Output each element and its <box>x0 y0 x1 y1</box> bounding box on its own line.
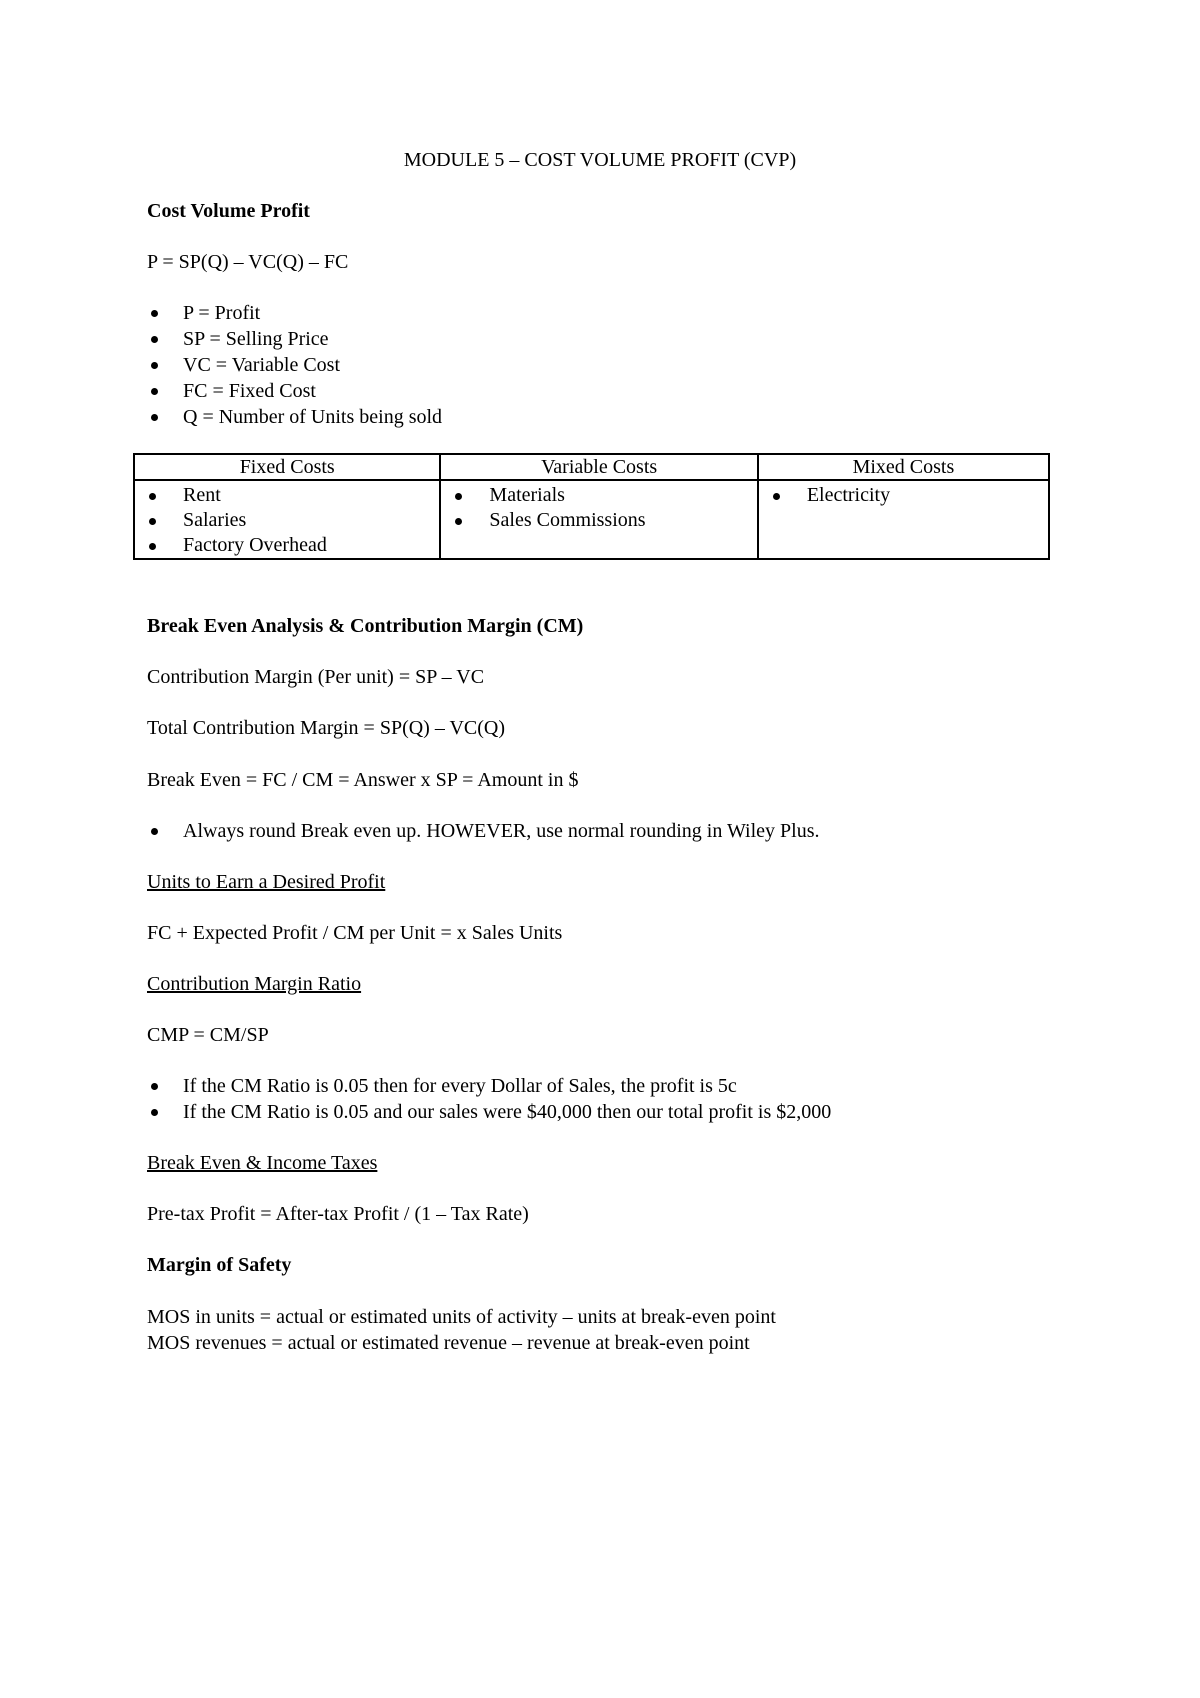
page-title: MODULE 5 – COST VOLUME PROFIT (CVP) <box>403 149 797 171</box>
bullet-icon <box>149 518 156 525</box>
bullet-icon <box>455 493 462 500</box>
section-heading-break-even: Break Even Analysis & Contribution Margin (CM) <box>147 615 584 637</box>
bullet-icon <box>149 493 156 500</box>
mos-units-formula: MOS in units = actual or estimated units of activity – units at break-even point <box>147 1306 776 1328</box>
bullet-icon <box>455 518 462 525</box>
fixed-costs-cell <box>134 480 440 559</box>
mixed-costs-cell <box>758 480 1049 559</box>
subheading-desired-profit: Units to Earn a Desired Profit <box>147 871 386 893</box>
mos-revenues-formula: MOS revenues = actual or estimated revenue – revenue at break-even point <box>147 1332 750 1354</box>
list-item: Always round Break even up. HOWEVER, use normal rounding in Wiley Plus. <box>147 818 820 844</box>
list-item: Q = Number of Units being sold <box>147 404 442 430</box>
desired-profit-formula: FC + Expected Profit / CM per Unit = x Sales Units <box>147 922 563 944</box>
section-heading-cvp: Cost Volume Profit <box>147 200 310 222</box>
section-heading-margin-of-safety: Margin of Safety <box>147 1254 292 1276</box>
table-row <box>134 480 1049 559</box>
subheading-cm-ratio: Contribution Margin Ratio <box>147 973 362 995</box>
list-item: Materials <box>441 483 756 508</box>
list-item: Electricity <box>759 483 1048 508</box>
list-item: P = Profit <box>147 300 442 326</box>
subheading-income-taxes: Break Even & Income Taxes <box>147 1152 378 1174</box>
list-item: VC = Variable Cost <box>147 352 442 378</box>
bullet-icon <box>151 310 158 317</box>
cm-ratio-notes-list <box>147 1073 831 1125</box>
header-mixed-costs: Mixed Costs <box>758 454 1049 480</box>
list-item: Sales Commissions <box>441 508 756 533</box>
list-item: Factory Overhead <box>135 533 439 558</box>
bullet-icon <box>151 362 158 369</box>
bullet-icon <box>151 1083 158 1090</box>
bullet-icon <box>151 414 158 421</box>
header-fixed-costs: Fixed Costs <box>134 454 440 480</box>
cost-types-table <box>133 453 1050 560</box>
list-item: Salaries <box>135 508 439 533</box>
bullet-icon <box>151 828 158 835</box>
list-item: If the CM Ratio is 0.05 then for every Dollar of Sales, the profit is 5c <box>147 1073 831 1099</box>
bullet-icon <box>151 1109 158 1116</box>
definitions-list <box>147 300 442 430</box>
list-item: If the CM Ratio is 0.05 and our sales were $40,000 then our total profit is $2,000 <box>147 1099 831 1125</box>
variable-costs-cell <box>440 480 757 559</box>
pretax-profit-formula: Pre-tax Profit = After-tax Profit / (1 – Tax Rate) <box>147 1203 529 1225</box>
list-item: FC = Fixed Cost <box>147 378 442 404</box>
bullet-icon <box>151 336 158 343</box>
list-item: SP = Selling Price <box>147 326 442 352</box>
total-cm-formula: Total Contribution Margin = SP(Q) – VC(Q) <box>147 717 506 739</box>
header-variable-costs: Variable Costs <box>440 454 757 480</box>
bullet-icon <box>773 493 780 500</box>
profit-formula: P = SP(Q) – VC(Q) – FC <box>147 251 349 273</box>
table-header-row <box>134 454 1049 480</box>
bullet-icon <box>149 543 156 550</box>
list-item: Rent <box>135 483 439 508</box>
rounding-note-list <box>147 818 820 844</box>
break-even-formula: Break Even = FC / CM = Answer x SP = Amount in $ <box>147 769 579 791</box>
bullet-icon <box>151 388 158 395</box>
cm-per-unit-formula: Contribution Margin (Per unit) = SP – VC <box>147 666 485 688</box>
cm-ratio-formula: CMP = CM/SP <box>147 1024 269 1046</box>
